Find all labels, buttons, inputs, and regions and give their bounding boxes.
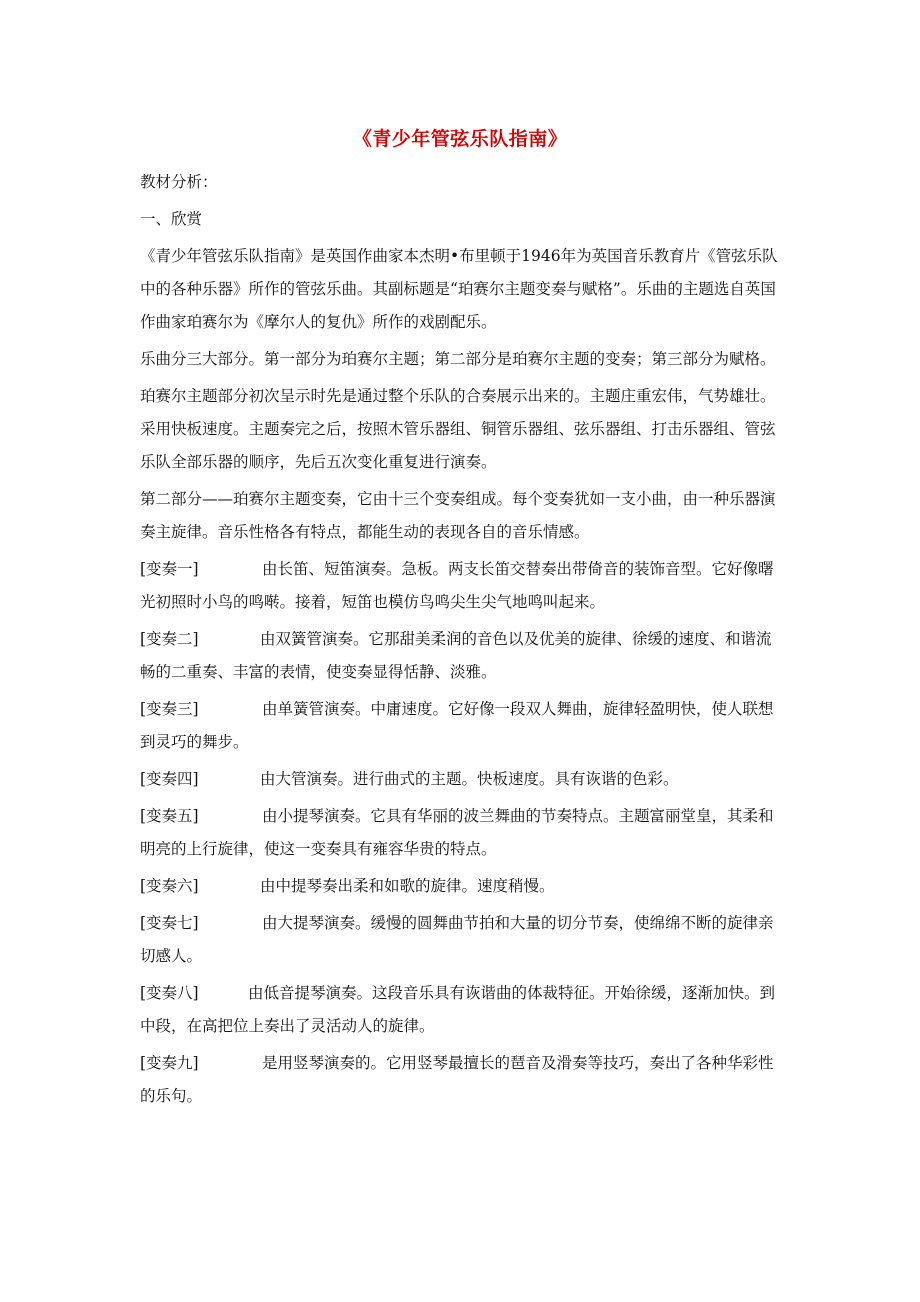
paragraph-part2: 第二部分——珀赛尔主题变奏，它由十三个变奏组成。每个变奏犹如一支小曲，由一种乐器演奏主旋律。音乐性格各有特点，都能生动的表现各自的音乐情感。: [140, 490, 776, 541]
paragraph-structure: 乐曲分三大部分。第一部分为珀赛尔主题；第二部分是珀赛尔主题的变奏；第三部分为赋格。: [140, 350, 776, 368]
variation-label: [变奏二]: [140, 630, 199, 648]
variation-label: [变奏五]: [140, 807, 199, 825]
variation-5: [140, 800, 782, 866]
variation-text: 由中提琴奏出柔和如歌的旋律。速度稍慢。: [260, 877, 555, 895]
paragraph-theme: 珀赛尔主题部分初次呈示时先是通过整个乐队的合奏展示出来的。主题庄重宏伟，气势雄壮。采用快板速度。主题奏完之后，按照木管乐器组、铜管乐器组、弦乐器组、打击乐器组、管弦乐队全部乐器的顺序，先后五次变化重复进行演奏。: [140, 387, 776, 471]
variation-label: [变奏七]: [140, 914, 199, 932]
variation-label: [变奏八]: [140, 984, 199, 1002]
section-label: 教材分析：: [140, 173, 218, 191]
variation-text: 由双簧管演奏。它那甜美柔润的音色以及优美的旋律、徐缓的速度、和谐流畅的二重奏、丰富的表情，使变奏显得恬静、淡雅。: [140, 630, 772, 681]
variation-4: [140, 763, 782, 796]
variation-label: [变奏四]: [140, 770, 199, 788]
variation-text: 由小提琴演奏。它具有华丽的波兰舞曲的节奏特点。主题富丽堂皇，其柔和明亮的上行旋律，使这一变奏具有雍容华贵的特点。: [140, 807, 774, 858]
variation-text: 是用竖琴演奏的。它用竖琴最擅长的琶音及滑奏等技巧，奏出了各种华彩性的乐句。: [140, 1054, 774, 1105]
variation-9: [140, 1047, 782, 1113]
variation-6: [140, 870, 782, 903]
variation-text: 由大提琴演奏。缓慢的圆舞曲节拍和大量的切分节奏，使绵绵不断的旋律亲切感人。: [140, 914, 774, 965]
variation-label: [变奏九]: [140, 1054, 199, 1072]
variation-label: [变奏一]: [140, 560, 199, 578]
variation-7: [140, 907, 782, 973]
variation-2: [140, 623, 782, 689]
variation-text: 由低音提琴演奏。这段音乐具有诙谐曲的体裁特征。开始徐缓，逐渐加快。到中段，在高把位上奏出了灵活动人的旋律。: [140, 984, 776, 1035]
variation-label: [变奏三]: [140, 700, 199, 718]
variation-1: [140, 553, 782, 619]
variation-3: [140, 693, 782, 759]
document-body: [140, 166, 782, 1113]
variation-label: [变奏六]: [140, 877, 199, 895]
variation-text: 由大管演奏。进行曲式的主题。快板速度。具有诙谐的色彩。: [260, 770, 679, 788]
document-title: 《青少年管弦乐队指南》: [352, 128, 568, 150]
variation-8: [140, 977, 782, 1043]
subsection-label: 一、欣赏: [140, 210, 203, 228]
variation-text: 由单簧管演奏。中庸速度。它好像一段双人舞曲，旋律轻盈明快，使人联想到灵巧的舞步。: [140, 700, 774, 751]
variation-text: 由长笛、短笛演奏。急板。两支长笛交替奏出带倚音的装饰音型。它好像曙光初照时小鸟的鸣啭。接着，短笛也模仿鸟鸣尖生尖气地鸣叫起来。: [140, 560, 774, 611]
paragraph-intro: 《青少年管弦乐队指南》是英国作曲家本杰明•布里顿于1946年为英国音乐教育片《管弦乐队中的各种乐器》所作的管弦乐曲。其副标题是“珀赛尔主题变奏与赋格”。乐曲的主题选自英国作曲家珀赛尔为《摩尔人的复仇》所作的戏剧配乐。: [140, 247, 778, 331]
